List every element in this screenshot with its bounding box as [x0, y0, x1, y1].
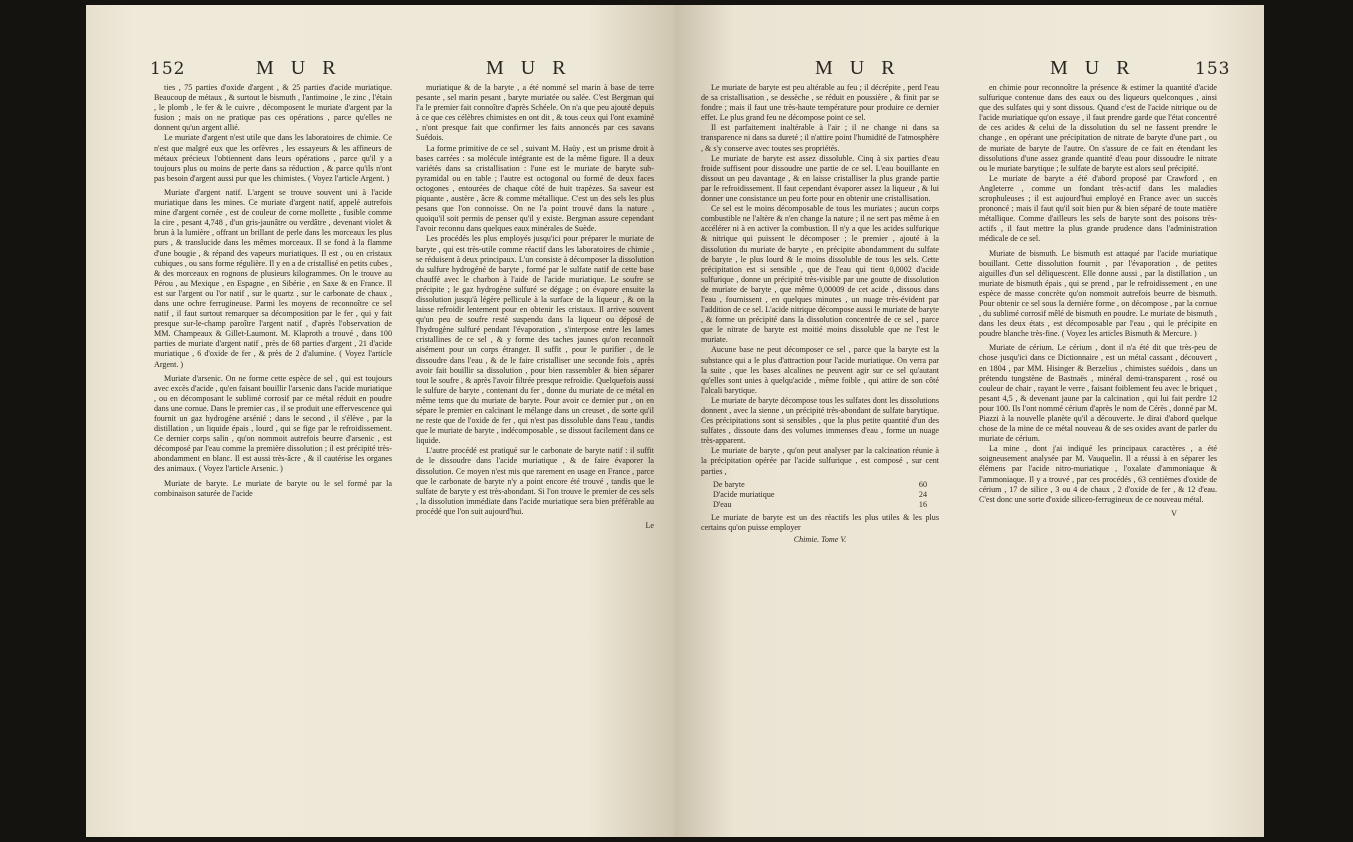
- paragraph: ties , 75 parties d'oxide d'argent , & 25 parties d'acide muriatique. Beaucoup de métaux , & surtout le bismuth , l'antimoine , le zinc , l'étain , le plomb , le fer & le cuivre , décomposent le muriate d'argent par la fusion ; mais on ne pratique pas ces opérations , parce qu'elles ne donnent qu'un argent allié.: [154, 83, 392, 133]
- paragraph: Le muriate de baryte décompose tous les sulfates dont les dissolutions donnent , avec la sienne , un précipité très-abondant de sulfate barytique. Ces précipitations sont si sensibles , que la plus petite quantité d'un des sulfates , dissoute dans des volumes immenses d'eau , forme un nuage très-apparent.: [701, 395, 939, 446]
- composition-value: 16: [918, 499, 927, 509]
- paragraph: muriatique & de la baryte , a été nommé sel marin à base de terre pesante , sel marin pesant , baryte muriatée ou salée. C'est Bergman qui l'a le premier fait connoître d'après Schéele. On n'a que peu ajouté depuis à ce que ces célèbres chimistes en ont dit , & tous ceux qui l'ont examiné , n'ont presque fait que confirmer les faits annoncés par ces savans Suédois.: [416, 83, 654, 143]
- catchword: V: [1171, 508, 1177, 518]
- composition-row: [701, 480, 939, 490]
- paragraph: Le muriate de baryte , qu'on peut analyser par la calcination réunie à la précipitation opérée par l'acide sulfurique , est composé , sur cent parties ,: [701, 446, 939, 476]
- paragraph: Le muriate de baryte est un des réactifs les plus utiles & les plus certains qu'on puisse employer: [701, 512, 939, 533]
- left-page: [86, 5, 675, 837]
- paragraph: Le muriate d'argent n'est utile que dans les laboratoires de chimie. Ce n'est que malgré eux que les orfèvres , les essayeurs & les affineurs de métaux précieux l'obtiennent dans leurs opérations , parce qu'il y a toujours plus ou moins de perte dans sa réduction , & parce qu'ils n'ont pas besoin d'argent aussi pur que les chimistes. ( Voyez l'article Argent. ): [154, 133, 392, 183]
- composition-table: [701, 480, 939, 510]
- composition-label: D'acide muriatique: [713, 489, 775, 499]
- paragraph: Ce sel est le moins décomposable de tous les muriates ; aucun corps combustible ne l'altère & n'en change la nature ; il ne sert pas même à en accélérer ni à en activer la combustion. Il n'y a que les acides sulfurique & nitrique qui puissent le décomposer ; le premier , ajouté à la dissolution du muriate de baryte , en précipite abondamment du sulfate de baryte , le plus lourd & le moins dissoluble de tous les sels. Cette précipitation est si sensible , que de l'eau qui tient 0,0002 d'acide sulfurique , donne un précipité très-visible par une goutte de dissolution de muriate de baryte , que même 0,00009 de cet acide , dissous dans l'eau , fournissent , en quelques minutes , un nuage très-évident par l'addition de ce sel. L'acide nitrique décompose aussi le muriate de baryte , & forme un précipité dans la dissolution concentrée de ce sel , parce que le nitrate de baryte est moitié moins dissoluble que ne l'est le muriate.: [701, 204, 939, 345]
- paragraph: La forme primitive de ce sel , suivant M. Haüy , est un prisme droit à bases carrées : sa molécule intégrante est de la même figure. Il a deux variétés dans sa cristallisation : l'une est le muriate de baryte sub-pyramidal ou en table ; l'autre est octogonal ou formé de deux faces octogones , entourées de chaque côté de huit trapèzes. Sa saveur est piquante , austère , âcre & comme métallique. C'est un des sels les plus pesans que l'on connoisse. On ne l'a point trouvé dans la nature , quoiqu'il soit permis de penser qu'il y existe. Bergman assure cependant l'avoir reconnu dans quelques eaux minérales de Suède.: [416, 143, 654, 234]
- text-column-2: [979, 83, 1217, 545]
- paragraph: L'autre procédé est pratiqué sur le carbonate de baryte natif : il suffit de le dissoudre dans l'acide muriatique , & de faire évaporer la dissolution. Ce moyen n'est mis que rarement en usage en France , parce que le carbonate de baryte n'y a point encore été trouvé , tandis que le sulfate de baryte y est très-abondant. Si l'on trouve le premier de ces sels , la dissolution immédiate dans l'acide muriatique sera bien préférable au procédé que l'on suit aujourd'hui.: [416, 446, 654, 516]
- text-column-1: [701, 83, 939, 545]
- paragraph: Muriate de cérium. Le cérium , dont il n'a été dit que très-peu de chose jusqu'ici dans ce Dictionnaire , est un métal cassant , découvert , en 1804 , par MM. Hisinger & Berzelius , chimistes suédois , dans un prétendu tungstène de Bastnaës , minéral demi-transparent , rosé ou couleur de chair , rayant le verre , faisant foiblement feu avec le briquet , pesant 4,5 , & devenant jaune par la calcination , qui lui fait perdre 12 pour 100. Ils l'ont nommé cérium d'après le nom de Cérès , donné par M. Piazzi à la nouvelle planète qu'il a découverte. Je dirai d'abord quelque chose de la mine de ce métal nouveau & de ses oxides avant de parler du muriate de cérium.: [979, 343, 1217, 444]
- signature-mark: Chimie. Tome V.: [793, 535, 847, 545]
- composition-label: D'eau: [713, 499, 732, 509]
- running-head: M U R: [256, 57, 342, 79]
- paragraph: Muriate de bismuth. Le bismuth est attaqué par l'acide muriatique bouillant. Cette dissolution fournit , par l'évaporation , de petites aiguilles d'un sel déliquescent. Elle donne aussi , par la distillation , un muriate de bismuth épais , qui se prend , par le refroidissement , en une espèce de masse concrète qu'on nommoit autrefois beurre de bismuth. Pour obtenir ce sel sous la dernière forme , on décompose , par la cornue , du sublimé corrosif mêlé de bismuth en poudre. Le muriate de bismuth , dans les deux états , est décomposable par l'eau , qui le précipite en poudre blanche très-fine. ( Voyez les articles Bismuth & Mercure. ): [979, 248, 1217, 339]
- text-column-2: [416, 83, 654, 531]
- paragraph: Il est parfaitement inaltérable à l'air ; il ne change ni dans sa transparence ni dans sa dureté ; il n'attire point l'humidité de l'atmosphère , & s'y conserve avec toutes ses propriétés.: [701, 123, 939, 153]
- running-head: M U R: [486, 57, 572, 79]
- paragraph: La mine , dont j'ai indiqué les principaux caractères , a été soigneusement analysée par M. Vauquelin. Il a réussi à en séparer les élémens par l'acide nitro-muriatique , l'oxalate d'ammoniaque & l'ammoniaque. Il y a trouvé , par ces procédés , 63 centièmes d'oxide de cérium , 17 de silice , 3 ou 4 de chaux , 2 d'oxide de fer , & 12 d'eau. C'est donc une sorte d'oxide siliceo-ferrugineux de ce nouveau métal.: [979, 444, 1217, 504]
- composition-value: 24: [918, 489, 927, 499]
- paragraph: Aucune base ne peut décomposer ce sel , parce que la baryte est la substance qui a le plus d'attraction pour l'acide muriatique. On verra par la suite , que les bases alcalines ne peuvent agir sur ce sel qu'autant qu'elles sont unies à quelqu'acide , même foible , qui attire de son côté l'alcali barytique.: [701, 345, 939, 395]
- paragraph: Les procédés les plus employés jusqu'ici pour préparer le muriate de baryte , qui est très-utile comme réactif dans les laboratoires de chimie , se réduisent à deux principaux. L'un consiste à décomposer la dissolution du sulfure hydrogéné de baryte , formé par le sulfate natif de cette base chauffé avec le charbon à l'aide de l'acide muriatique. Le soufre se précipite ; le gaz hydrogène sulfuré se dégage ; on évapore ensuite la dissolution jusqu'à légère pellicule à la surface de la liqueur , & on la laisse refroidir lentement pour en obtenir les cristaux. Il arrive souvent qu'un peu de soufre resté suspendu dans la liqueur ou déposé de l'hydrogène sulfuré pendant l'évaporation , s'interpose entre les lames cristallines de ce sel , & y forme des taches jaunes qu'on reconnoît aisément pour un corps étranger. Il suffit , pour le purifier , de le dissoudre dans l'eau , & de le faire cristalliser une seconde fois , après avoir fait bouillir sa dissolution , pour bien rassembler & bien séparer tout le soufre , & après l'avoir filtrée presque refroidie. Quelquefois aussi le sulfure de baryte , contenant du fer , donne du muriate de ce métal en même tems que du muriate de baryte. Pour avoir ce dernier pur , on en sépare le premier en calcinant le mélange dans un creuset , de sorte qu'il ne reste que de l'oxide de fer , qui n'est pas dissoluble dans l'eau , tandis que le muriate de baryte , indécomposable , se dissout facilement dans ce liquide.: [416, 234, 654, 446]
- composition-row: [701, 490, 939, 500]
- open-book: [86, 5, 1264, 837]
- paragraph: Muriate d'arsenic. On ne forme cette espèce de sel , qui est toujours avec excès d'acide , qu'en faisant bouillir l'arsenic dans l'acide muriatique , ou en décomposant le sublimé corrosif par ce métal réduit en poudre dans une cornue. Dans le premier cas , il se produit une effervescence qui fournit un gaz hydrogène arsénié ; dans le second , il s'élève , par la distillation , un liquide épais , lourd , qui se fige par le refroidissement. Ce dernier corps salin , qu'on nommoit autrefois beurre d'arsenic , est décomposé par l'eau comme la première dissolution ; il est précipité très-abondamment en blanc. Il est aussi très-âcre , & il cautérise les organes des animaux. ( Voyez l'article Arsenic. ): [154, 373, 392, 474]
- paragraph: Le muriate de baryte a été d'abord proposé par Crawford , en Angleterre , comme un fondant très-actif dans les maladies scrophuleuses ; il est aujourd'hui employé en France avec un succès prononcé ; mais il faut qu'il soit bien pur & bien séparé de toute matière métallique. Comme d'ailleurs les sels de baryte sont des poisons très-actifs , il faut mettre la plus grande prudence dans l'administration médicale de ce sel.: [979, 173, 1217, 244]
- paragraph: Muriate d'argent natif. L'argent se trouve souvent uni à l'acide muriatique dans les mines. Ce muriate d'argent natif, appelé autrefois mine d'argent cornée , est de couleur de corne mollette , fusible comme la cire , pesant 4,748 , d'un gris-jaunâtre ou verdâtre , devenant violet & brun à la lumière , offrant un brillant de perle dans les morceaux les plus purs , & translucide dans les mêmes morceaux. Il se fond à la flamme d'une bougie , & répand des vapeurs muriatiques. Il est , ou en cristaux cubiques , ou sans forme régulière. Il y en a de cristallisé en petits cubes , & des morceaux en rognons de plusieurs kilogrammes. On le trouve au Pérou , au Mexique , en Espagne , en Sibérie , en Saxe & en France. Il est sur l'argent ou l'or natif , sur le quartz , sur le carbonate de chaux , dans une ochre ferrugineuse. Parmi les moyens de reconnoître ce sel natif , il faut surtout remarquer sa décomposition par le fer , qui y fait presque sur-le-champ paroître l'argent natif , d'après l'observation de MM. Champeaux & Gillet-Laumont. M. Klaproth a trouvé , dans 100 parties de muriate d'argent natif , près de 68 parties d'argent , 21 d'acide muriatique , 6 d'oxide de fer , & près de 2 d'alumine. ( Voyez l'article Argent. ): [154, 187, 392, 369]
- left-page-header: [86, 55, 675, 85]
- left-page-columns: [154, 83, 654, 531]
- paragraph: Le muriate de baryte est assez dissoluble. Cinq à six parties d'eau froide suffisent pour dissoudre une partie de ce sel. L'eau bouillante en dissout un peu davantage , & en laisse cristalliser la plus grande partie par le refroidissement. Il faut cependant évaporer assez la liqueur , & lui donner une consistance un peu forte pour en obtenir une cristallisation.: [701, 153, 939, 204]
- composition-row: [701, 500, 939, 510]
- right-page-header: [675, 55, 1264, 85]
- right-page: [675, 5, 1264, 837]
- page-number: 153: [1195, 59, 1231, 79]
- paragraph: Muriate de baryte. Le muriate de baryte ou le sel formé par la combinaison saturée de l'acide: [154, 478, 392, 498]
- paragraph: Le muriate de baryte est peu altérable au feu ; il décrépite , perd l'eau de sa cristallisation , se dessèche , se réduit en poussière , & finit par se fondre ; mais il faut une très-haute température pour produire ce dernier effet. Le plus grand feu ne décompose point ce sel.: [701, 83, 939, 123]
- running-head: M U R: [815, 57, 901, 79]
- composition-label: De baryte: [713, 479, 745, 489]
- page-number: 152: [150, 59, 186, 79]
- text-column-1: [154, 83, 392, 531]
- right-page-columns: [701, 83, 1217, 545]
- paragraph: en chimie pour reconnoître la présence & estimer la quantité d'acide sulfurique contenue dans des eaux ou des liqueurs quelconques , ainsi que des sulfates qui y sont dissous. Quand c'est de l'acide nitrique ou de l'acide muriatique qu'on essaye , il faut prendre garde que l'état concentré de ces acides & celui de la dissolution du sel ne fassent prendre le change , en opérant une précipitation de nitrate de baryte d'une part , ou de muriate de baryte de l'autre. On s'assure de ce fait en étendant les dissolutions d'une assez grande quantité d'eau pour dissoudre le nitrate ou le muriate barytique ; le sulfate de baryte est alors seul précipité.: [979, 83, 1217, 173]
- composition-value: 60: [918, 479, 927, 489]
- catchword: Le: [645, 521, 654, 531]
- running-head: M U R: [1050, 57, 1136, 79]
